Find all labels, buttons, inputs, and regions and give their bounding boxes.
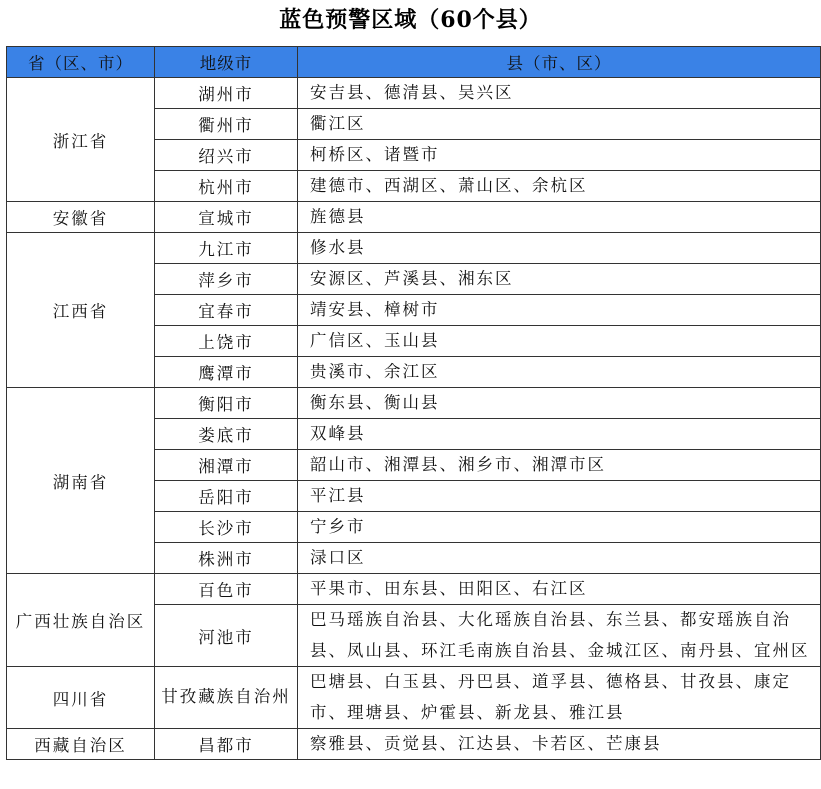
county-cell: 安源区、芦溪县、湘东区 (298, 264, 821, 295)
province-cell: 西藏自治区 (7, 729, 155, 760)
header-province: 省（区、市） (7, 47, 155, 78)
header-county: 县（市、区） (298, 47, 821, 78)
city-cell: 杭州市 (155, 171, 298, 202)
table-row (7, 574, 821, 605)
county-cell: 贵溪市、余江区 (298, 357, 821, 388)
county-cell: 旌德县 (298, 202, 821, 233)
city-cell: 岳阳市 (155, 481, 298, 512)
city-cell: 甘孜藏族自治州 (155, 667, 298, 729)
warning-region-table (6, 46, 821, 760)
city-cell: 萍乡市 (155, 264, 298, 295)
table-row (7, 667, 821, 729)
table-row (7, 78, 821, 109)
county-cell: 建德市、西湖区、萧山区、余杭区 (298, 171, 821, 202)
city-cell: 宣城市 (155, 202, 298, 233)
city-cell: 衢州市 (155, 109, 298, 140)
city-cell: 河池市 (155, 605, 298, 667)
city-cell: 昌都市 (155, 729, 298, 760)
county-cell: 巴塘县、白玉县、丹巴县、道孚县、德格县、甘孜县、康定市、理塘县、炉霍县、新龙县、雅江县 (298, 667, 821, 729)
county-cell: 巴马瑶族自治县、大化瑶族自治县、东兰县、都安瑶族自治县、凤山县、环江毛南族自治县、金城江区、南丹县、宜州区 (298, 605, 821, 667)
table-row (7, 233, 821, 264)
city-cell: 娄底市 (155, 419, 298, 450)
province-cell: 四川省 (7, 667, 155, 729)
province-cell: 浙江省 (7, 78, 155, 202)
city-cell: 上饶市 (155, 326, 298, 357)
county-cell: 安吉县、德清县、吴兴区 (298, 78, 821, 109)
city-cell: 湘潭市 (155, 450, 298, 481)
county-cell: 靖安县、樟树市 (298, 295, 821, 326)
county-cell: 平江县 (298, 481, 821, 512)
county-cell: 衡东县、衡山县 (298, 388, 821, 419)
table-row (7, 202, 821, 233)
table-row (7, 729, 821, 760)
city-cell: 鹰潭市 (155, 357, 298, 388)
city-cell: 百色市 (155, 574, 298, 605)
table-row (7, 388, 821, 419)
county-cell: 察雅县、贡觉县、江达县、卡若区、芒康县 (298, 729, 821, 760)
city-cell: 湖州市 (155, 78, 298, 109)
city-cell: 宜春市 (155, 295, 298, 326)
header-city: 地级市 (155, 47, 298, 78)
page-title: 蓝色预警区域（60个县） (279, 7, 542, 33)
county-cell: 平果市、田东县、田阳区、右江区 (298, 574, 821, 605)
city-cell: 九江市 (155, 233, 298, 264)
city-cell: 长沙市 (155, 512, 298, 543)
county-cell: 广信区、玉山县 (298, 326, 821, 357)
county-cell: 宁乡市 (298, 512, 821, 543)
province-cell: 安徽省 (7, 202, 155, 233)
province-cell: 湖南省 (7, 388, 155, 574)
county-cell: 柯桥区、诸暨市 (298, 140, 821, 171)
province-cell: 江西省 (7, 233, 155, 388)
county-cell: 修水县 (298, 233, 821, 264)
city-cell: 衡阳市 (155, 388, 298, 419)
county-cell: 衢江区 (298, 109, 821, 140)
county-cell: 韶山市、湘潭县、湘乡市、湘潭市区 (298, 450, 821, 481)
city-cell: 株洲市 (155, 543, 298, 574)
table-header-row (7, 47, 821, 78)
province-cell: 广西壮族自治区 (7, 574, 155, 667)
county-cell: 双峰县 (298, 419, 821, 450)
city-cell: 绍兴市 (155, 140, 298, 171)
county-cell: 渌口区 (298, 543, 821, 574)
